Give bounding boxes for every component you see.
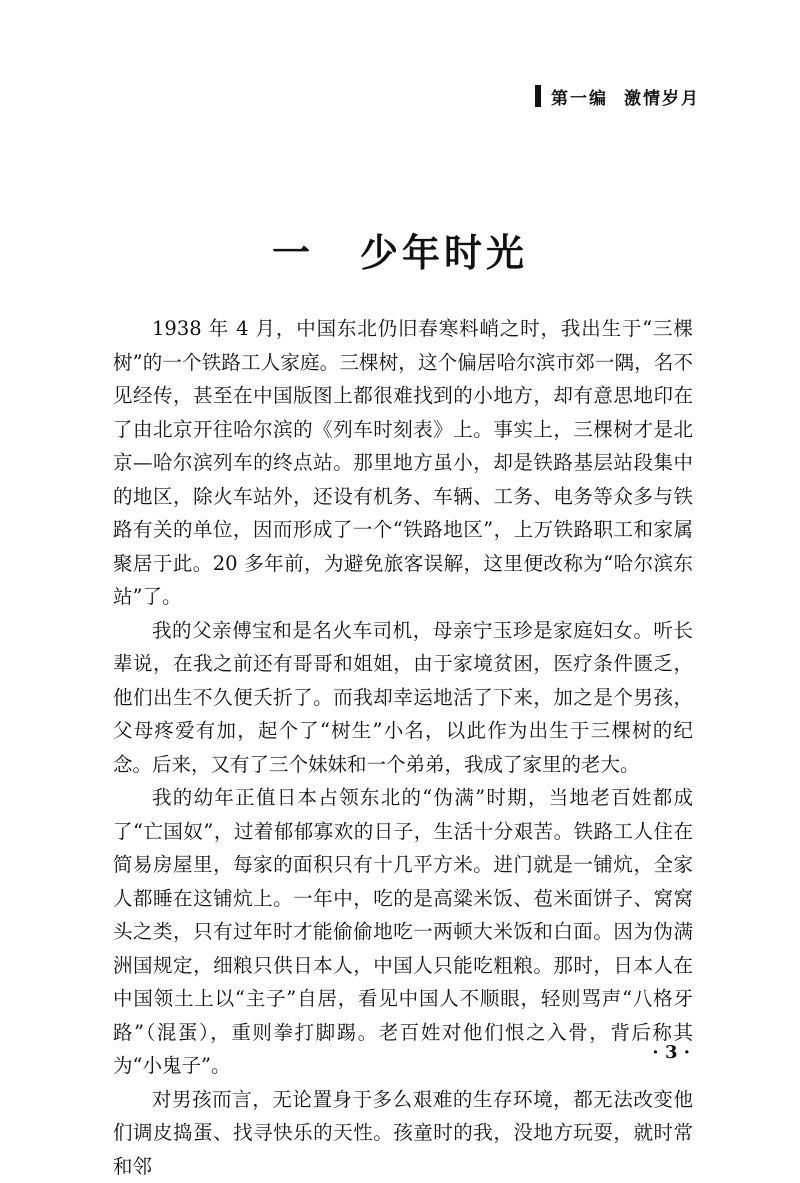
page-number: · 3 · (652, 1042, 690, 1063)
body-text (113, 312, 693, 1183)
running-head-part: 第一编 (551, 84, 608, 109)
running-head-title: 激情岁月 (624, 84, 700, 109)
paragraph: 1938 年 4 月，中国东北仍旧春寒料峭之时，我出生于“三棵树”的一个铁路工人家庭。三棵树，这个偏居哈尔滨市郊一隅，名不见经传，甚至在中国版图上都很难找到的小地方，却有意思地印在了由北京开往哈尔滨的《列车时刻表》上。事实上，三棵树才是北京—哈尔滨列车的终点站。那里地方虽小，却是铁路基层站段集中的地区，除火车站外，还设有机务、车辆、工务、电务等众多与铁路有关的单位，因而形成了一个“铁路地区”，上万铁路职工和家属聚居于此。20 多年前，为避免旅客误解，这里便改称为“哈尔滨东站”了。 (113, 312, 693, 614)
paragraph: 对男孩而言，无论置身于多么艰难的生存环境，都无法改变他们调皮捣蛋、找寻快乐的天性。孩童时的我，没地方玩耍，就时常和邻 (113, 1083, 693, 1183)
chapter-number: 一 (272, 231, 314, 275)
chapter-name: 少年时光 (360, 231, 528, 275)
running-head-bar (535, 85, 541, 107)
paragraph: 我的幼年正值日本占领东北的“伪满”时期，当地老百姓都成了“亡国奴”，过着郁郁寡欢的日子，生活十分艰苦。铁路工人住在简易房屋里，每家的面积只有十几平方米。进门就是一铺炕，全家人都睡在这铺炕上。一年中，吃的是高粱米饭、苞米面饼子、窝窝头之类，只有过年时才能偷偷地吃一两顿大米饭和白面。因为伪满洲国规定，细粮只供日本人，中国人只能吃粗粮。那时，日本人在中国领土上以“主子”自居，看见中国人不顺眼，轻则骂声“八格牙路”（混蛋），重则拳打脚踢。老百姓对他们恨之入骨，背后称其为“小鬼子”。 (113, 781, 693, 1083)
chapter-title (0, 222, 800, 277)
running-head (535, 83, 700, 109)
paragraph: 我的父亲傅宝和是名火车司机，母亲宁玉珍是家庭妇女。听长辈说，在我之前还有哥哥和姐姐，由于家境贫困，医疗条件匮乏，他们出生不久便夭折了。而我却幸运地活了下来，加之是个男孩，父母疼爱有加，起个了“树生”小名，以此作为出生于三棵树的纪念。后来，又有了三个妹妹和一个弟弟，我成了家里的老大。 (113, 614, 693, 782)
